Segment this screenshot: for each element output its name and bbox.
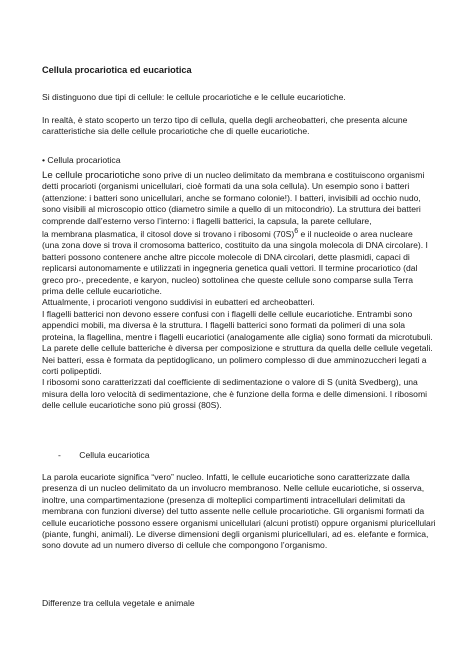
archaea-paragraph [42, 115, 436, 138]
procariotica-flagella: I flagelli batterici non devono essere confusi con i flagelli delle cellule eucariotiche. Entrambi sono appendici mobili, ma diversa è la struttura. I flagelli batterici sono formati da polimeri di una sola proteina, la flagellina, mentre i flagelli eucariotici (analogamente alle ciglia) sono formati da microtubuli. [42, 308, 433, 342]
intro-text: Si distinguono due tipi di cellule: le cellule procariotiche e le cellule eucariotiche. [42, 92, 346, 102]
section-heading-text-eucariotica: Cellula eucariotica [79, 450, 150, 460]
procariotica-membrane-text: la membrana plasmatica, il citosol dove si trovano i ribosomi (70S) [42, 229, 295, 240]
section-heading-eucariotica [58, 450, 149, 460]
procariotica-line-1-rest: sono prive di un nucleo delimitato da membrana e costituiscono organismi [140, 170, 425, 180]
procariotica-line-1 [42, 170, 436, 181]
procariotica-lead: Le cellule procariotiche [42, 170, 141, 181]
next-section-heading: Differenze tra cellula vegetale e animale [42, 598, 195, 608]
procariotica-body-a: detti procarioti (organismi unicellulari, cioè formati da una sola cellula). Un esempio sono i batteri (attenzione: i batteri sono unicellulari, anche se formano colonie!). I batteri, invisibili ad occhio nudo, sono visibili al microscopio ottico (diametro simile a quello di un mitocondrio). La struttura dei batteri comprende dall’esterno verso l’interno: i flagelli batterici, la capsula, la parete cellulare, [42, 181, 421, 226]
dash-marker: - [58, 450, 61, 460]
archaea-text: In realtà, è stato scoperto un terzo tipo di cellula, quella degli archeobatteri, che presenta alcune caratteristiche sia delle cellule procariotiche che di quelle eucariotiche. [42, 115, 408, 137]
procariotica-nucleoid-text: e il nucleoide o area nucleare [298, 229, 413, 240]
document-title: Cellula procariotica ed eucariotica [42, 65, 192, 75]
procariotica-classification: Attualmente, i procarioti vengono suddivisi in eubatteri ed archeobatteri. [42, 297, 315, 308]
procariotica-paragraph-1 [42, 170, 436, 412]
procariotica-ribosomes: I ribosomi sono caratterizzati dal coefficiente di sedimentazione o valore di S (unità Svedberg), una misura della loro velocità di sedimentazione, che è funzione della forma e delle dimensioni. I ribosomi delle cellule eucariotiche sono più grossi (80S). [42, 377, 428, 411]
procariotica-cell-wall: La parete delle cellule batteriche è diversa per composizione e struttura da quella delle cellule vegetali. Nei batteri, essa è formata da peptidoglicano, un polimero complesso di due amminozuccheri legati a corti polipeptidi. [42, 343, 433, 376]
section-heading-text: Cellula procariotica [47, 155, 121, 165]
footnote-marker: 6 [294, 228, 299, 236]
procariotica-body-b: (una zona dove si trova il cromosoma batterico, costituito da una singola molecola di DNA circolare). I batteri possono contenere anche altre piccole molecole di DNA circolari, dette plasmidi, capaci di replicarsi autonomamente e utilizzati in ingegneria genetica quali vettori. Il termine procariotico (dal greco pro-, precedente, e karyon, nucleo) sottolinea che queste cellule sono comparse sulla Terra prima delle cellule eucariotiche. [42, 240, 428, 297]
procariotica-line-membrane [42, 229, 436, 240]
section-heading-procariotica [42, 155, 121, 165]
eucariotica-paragraph [42, 472, 436, 552]
intro-paragraph [42, 92, 436, 103]
eucariotica-text: La parola eucariote significa “vero” nucleo. Infatti, le cellule eucariotiche sono caratterizzate dalla presenza di un nucleo delimitato da un involucro membranoso. Nelle cellule eucariotiche, si osserva, inoltre, una compartimentazione (presenza di molteplici compartimenti intracellulari delimitati da membrana con funzioni diverse) del tutto assente nelle cellule procariotiche. Gli organismi formati da cellule eucariotiche possono essere organismi unicellulari (alcuni protisti) oppure organismi pluricellulari (piante, funghi, animali). Le diverse dimensioni degli organismi pluricellulari, ad es. elefante e formica, sono dovute ad un numero diverso di cellule che compongono l’organismo. [42, 472, 436, 551]
bullet-marker: • [42, 155, 46, 165]
